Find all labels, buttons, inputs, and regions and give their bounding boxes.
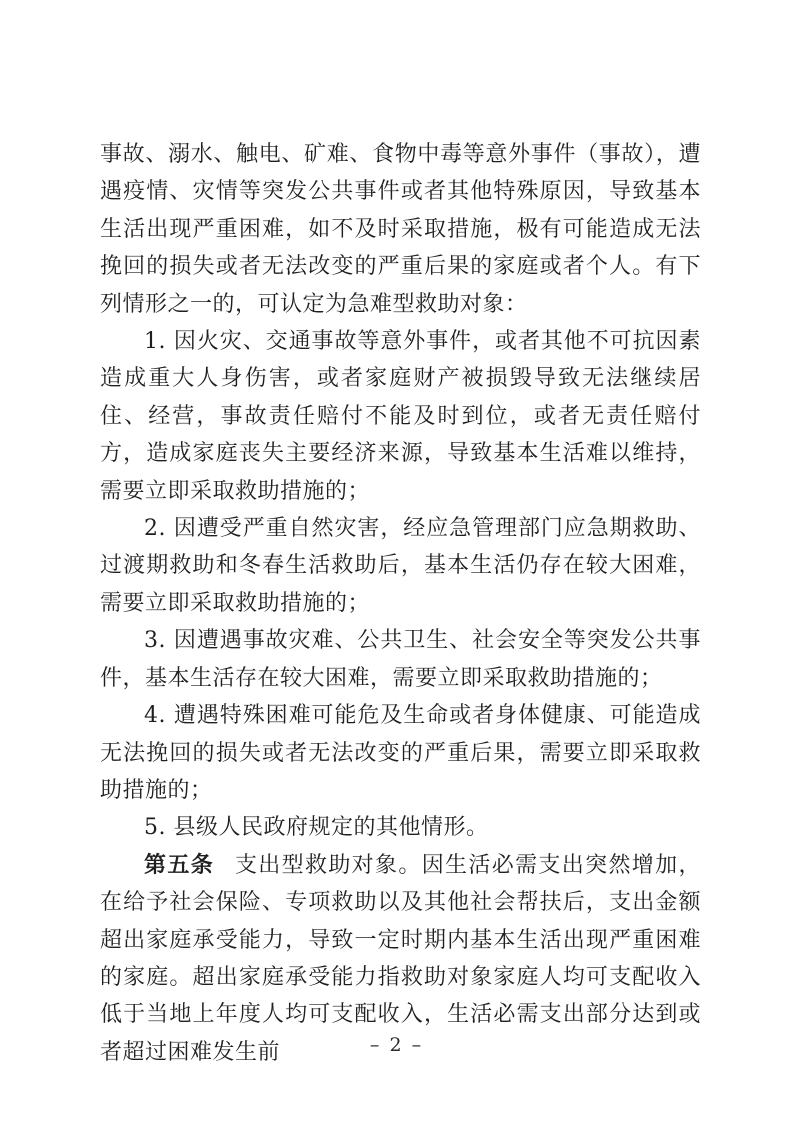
article-5-text: 支出型救助对象。因生活必需支出突然增加，在给予社会保险、专项救助以及其他社会帮扶后，支出金额超出家庭承受能力，导致一定时期内基本生活出现严重困难的家庭。超出家庭承受能力指救助对象家庭人均可支配收入低于当地上年度人均可支配收入，生活必需支出部分达到或者超过困难发生前 [100, 852, 701, 1065]
paragraph-continuation: 事故、溺水、触电、矿难、食物中毒等意外事件（事故），遭遇疫情、灾情等突发公共事件或者其他特殊原因，导致基本生活出现严重困难，如不及时采取措施，极有可能造成无法挽回的损失或者无法改变的严重后果的家庭或者个人。有下列情形之一的，可认定为急难型救助对象： [100, 142, 701, 317]
document-body [100, 136, 701, 1071]
page-footer [0, 1034, 793, 1056]
page-number: – 2 – [369, 1034, 424, 1056]
numbered-item-1: 1. 因火灾、交通事故等意外事件，或者其他不可抗因素造成重大人身伤害，或者家庭财产被损毁导致无法继续居住、经营，事故责任赔付不能及时到位，或者无责任赔付方，造成家庭丧失主要经济来源，导致基本生活难以维持，需要立即采取救助措施的； [100, 329, 701, 504]
numbered-item-2: 2. 因遭受严重自然灾害，经应急管理部门应急期救助、过渡期救助和冬春生活救助后，基本生活仍存在较大困难，需要立即采取救助措施的； [100, 516, 701, 616]
numbered-item-3: 3. 因遭遇事故灾难、公共卫生、社会安全等突发公共事件，基本生活存在较大困难，需要立即采取救助措施的； [100, 628, 701, 691]
numbered-item-4: 4. 遭遇特殊困难可能危及生命或者身体健康、可能造成无法挽回的损失或者无法改变的严重后果，需要立即采取救助措施的； [100, 703, 701, 803]
article-5-label: 第五条 [144, 852, 215, 878]
numbered-item-5: 5. 县级人民政府规定的其他情形。 [144, 815, 489, 841]
